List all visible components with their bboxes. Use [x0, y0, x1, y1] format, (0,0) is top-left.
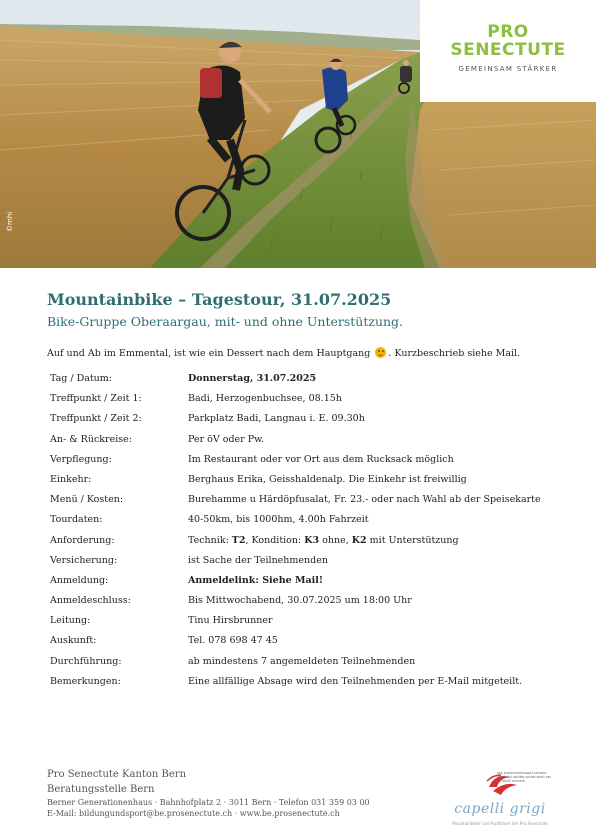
pro-senectute-logo — [420, 0, 596, 102]
intro-text-before: Auf und Ab im Emmental, ist wie ein Dessert nach dem Hauptgang — [47, 348, 371, 359]
detail-row-meeting-1 — [50, 390, 570, 410]
detail-label: Durchführung: — [50, 655, 122, 667]
detail-label: An- & Rückreise: — [50, 433, 132, 445]
detail-row-meeting-2 — [50, 410, 570, 430]
detail-label: Einkehr: — [50, 473, 92, 485]
detail-value: Tel. 078 698 47 45 — [188, 635, 278, 647]
detail-value: Im Restaurant oder vor Ort aus dem Rucksack möglich — [188, 453, 454, 465]
detail-row-insurance — [50, 552, 570, 572]
detail-value — [188, 535, 459, 546]
detail-row-stop — [50, 471, 570, 491]
intro-text — [47, 347, 520, 359]
logo-line-senectute: SENECTUTE — [450, 40, 566, 60]
detail-label: Leitung: — [50, 615, 91, 627]
detail-label: Menü / Kosten: — [50, 494, 124, 506]
detail-label: Bemerkungen: — [50, 675, 121, 687]
capelli-grigi-logo — [445, 767, 555, 833]
detail-label: Verpflegung: — [50, 453, 112, 465]
esa-small-text: esa erwachsenensport schweiz sport des adultes suisse sport per gli adulti svizzera — [497, 771, 551, 783]
detail-label: Treffpunkt / Zeit 1: — [50, 393, 142, 405]
footer-contact-line: E-Mail: bildungundsport@be.prosenectute.ch · www.be.prosenectute.ch — [47, 809, 340, 818]
detail-row-registration — [50, 572, 570, 592]
detail-value: Donnerstag, 31.07.2025 — [188, 373, 317, 384]
registration-link-note: Anmeldelink: Siehe Mail! — [188, 574, 324, 586]
footer-address-line: Berner Generationenhaus · Bahnhofplatz 2 · 3011 Bern · Telefon 031 359 03 00 — [47, 798, 370, 807]
detail-row-lead — [50, 612, 570, 632]
page-title: Mountainbike – Tagestour, 31.07.2025 — [47, 290, 392, 309]
detail-value: Eine allfällige Absage wird den Teilnehmenden per E-Mail mitgeteilt. — [188, 675, 523, 687]
detail-row-menu — [50, 491, 570, 511]
detail-label: Anforderung: — [50, 534, 115, 546]
detail-value: Badi, Herzogenbuchsee, 08.15h — [188, 393, 342, 405]
logo-tagline: GEMEINSAM STÄRKER — [458, 65, 558, 73]
detail-value: Parkplatz Badi, Langnau i. E. 09.30h — [188, 413, 365, 425]
page-subtitle: Bike-Gruppe Oberaargau, mit- und ohne Unterstützung. — [47, 314, 404, 329]
intro-text-after: . Kurzbeschrieb siehe Mail. — [388, 348, 521, 359]
detail-row-execution — [50, 653, 570, 673]
req-part: mit Unterstützung — [366, 534, 459, 546]
footer-address — [47, 767, 370, 819]
detail-row-date — [50, 370, 570, 390]
detail-label: Versicherung: — [50, 554, 118, 566]
detail-label: Treffpunkt / Zeit 2: — [50, 413, 142, 425]
req-condition-level: K3 — [304, 534, 320, 546]
photo-credit: ©mhi — [6, 211, 14, 232]
detail-row-travel — [50, 431, 570, 451]
detail-value: Tinu Hirsbrunner — [188, 615, 273, 627]
hero-photo — [0, 0, 596, 268]
logo-line-pro: PRO — [487, 22, 529, 42]
detail-row-tour-data — [50, 511, 570, 531]
detail-value: Per öV oder Pw. — [188, 433, 265, 445]
req-part: Technik: — [188, 534, 232, 546]
capelli-grigi-subline: Mountainbiker und Radfahrer der Pro Senectute — [452, 821, 548, 826]
req-support-level: K2 — [351, 534, 367, 546]
footer-office: Beratungsstelle Bern — [47, 784, 155, 795]
detail-label: Anmeldung: — [50, 574, 109, 586]
detail-value: Berghaus Erika, Geisshaldenalp. Die Einkehr ist freiwillig — [188, 473, 467, 485]
req-technique-level: T2 — [231, 534, 246, 546]
detail-label: Auskunft: — [50, 635, 97, 647]
detail-value: ab mindestens 7 angemeldeten Teilnehmenden — [188, 655, 416, 667]
capelli-grigi-name: capelli grigi — [454, 801, 546, 817]
tour-details-table — [50, 370, 570, 693]
detail-row-info — [50, 632, 570, 652]
detail-value: Bis Mittwochabend, 30.07.2025 um 18:00 Uhr — [188, 595, 412, 607]
detail-value: 40-50km, bis 1000hm, 4.00h Fahrzeit — [188, 514, 369, 526]
detail-label: Anmeldeschluss: — [50, 595, 131, 607]
detail-row-remarks — [50, 673, 570, 693]
detail-value: ist Sache der Teilnehmenden — [188, 554, 328, 566]
req-part: , Kondition: — [245, 534, 305, 546]
detail-value: Burehamme u Härdöpfusalat, Fr. 23.- oder nach Wahl ab der Speisekarte — [188, 494, 541, 506]
footer-org: Pro Senectute Kanton Bern — [47, 769, 187, 780]
detail-row-requirements — [50, 532, 570, 552]
detail-label: Tag / Datum: — [50, 373, 113, 384]
detail-label: Tourdaten: — [50, 514, 103, 526]
req-part: ohne, — [319, 534, 352, 546]
detail-row-deadline — [50, 592, 570, 612]
detail-row-catering — [50, 451, 570, 471]
smiley-icon — [375, 347, 386, 358]
